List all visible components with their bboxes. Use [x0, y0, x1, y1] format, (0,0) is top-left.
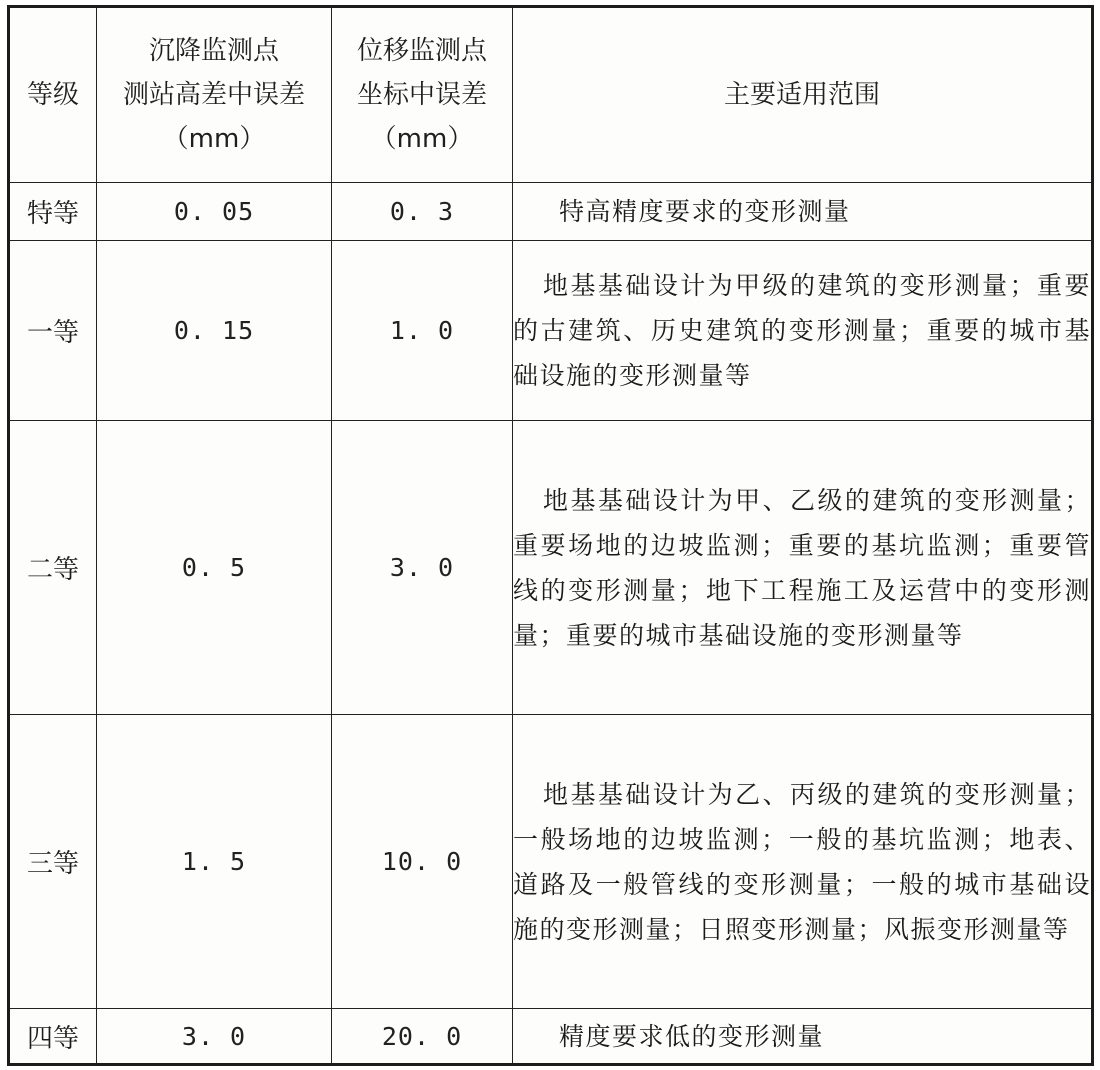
- displacement-error-cell: 20. 0: [332, 1009, 513, 1065]
- header-displacement-error: [332, 7, 513, 183]
- grade-cell: 特等: [9, 183, 97, 241]
- scope-text: 地基基础设计为甲、乙级的建筑的变形测量；重要场地的边坡监测；重要的基坑监测；重要管线的变形测量；地下工程施工及运营中的变形测量；重要的城市基础设施的变形测量等: [513, 485, 1091, 650]
- table-row: [9, 183, 1093, 241]
- scope-cell: [513, 421, 1093, 715]
- header-displacement-line-2: 坐标中误差: [356, 80, 487, 110]
- settlement-error-cell: 3. 0: [97, 1009, 332, 1065]
- table-header-row: [9, 7, 1093, 183]
- header-settlement-error: [97, 7, 332, 183]
- scope-cell: 特高精度要求的变形测量: [513, 183, 1093, 241]
- settlement-error-cell: 1. 5: [97, 715, 332, 1009]
- grade-cell: 四等: [9, 1009, 97, 1065]
- settlement-error-cell: 0. 5: [97, 421, 332, 715]
- header-settlement-line-1: 沉降监测点: [148, 36, 279, 66]
- header-scope: 主要适用范围: [513, 7, 1093, 183]
- header-grade: 等级: [9, 7, 97, 183]
- grade-cell: 一等: [9, 241, 97, 421]
- settlement-error-cell: 0. 15: [97, 241, 332, 421]
- displacement-error-cell: 1. 0: [332, 241, 513, 421]
- table-row: [9, 421, 1093, 715]
- header-displacement-unit: （mm）: [370, 124, 474, 154]
- settlement-error-cell: 0. 05: [97, 183, 332, 241]
- header-settlement-unit: （mm）: [162, 124, 266, 154]
- displacement-error-cell: 0. 3: [332, 183, 513, 241]
- grade-cell: 三等: [9, 715, 97, 1009]
- table-row: [9, 715, 1093, 1009]
- scope-text: 地基基础设计为甲级的建筑的变形测量；重要的古建筑、历史建筑的变形测量；重要的城市基础设施的变形测量等: [513, 271, 1091, 390]
- scope-text: 地基基础设计为乙、丙级的建筑的变形测量；一般场地的边坡监测；一般的基坑监测；地表、道路及一般管线的变形测量；一般的城市基础设施的变形测量；日照变形测量；风振变形测量等: [513, 779, 1091, 944]
- table-row: [9, 241, 1093, 421]
- scope-cell: [513, 715, 1093, 1009]
- header-displacement-line-1: 位移监测点: [356, 36, 487, 66]
- scope-cell: [513, 241, 1093, 421]
- grade-cell: 二等: [9, 421, 97, 715]
- displacement-error-cell: 10. 0: [332, 715, 513, 1009]
- header-settlement-line-2: 测站高差中误差: [122, 80, 305, 110]
- document-page: [7, 5, 1091, 1063]
- deformation-survey-grade-table: [7, 5, 1094, 1066]
- scope-cell: 精度要求低的变形测量: [513, 1009, 1093, 1065]
- displacement-error-cell: 3. 0: [332, 421, 513, 715]
- table-row: [9, 1009, 1093, 1065]
